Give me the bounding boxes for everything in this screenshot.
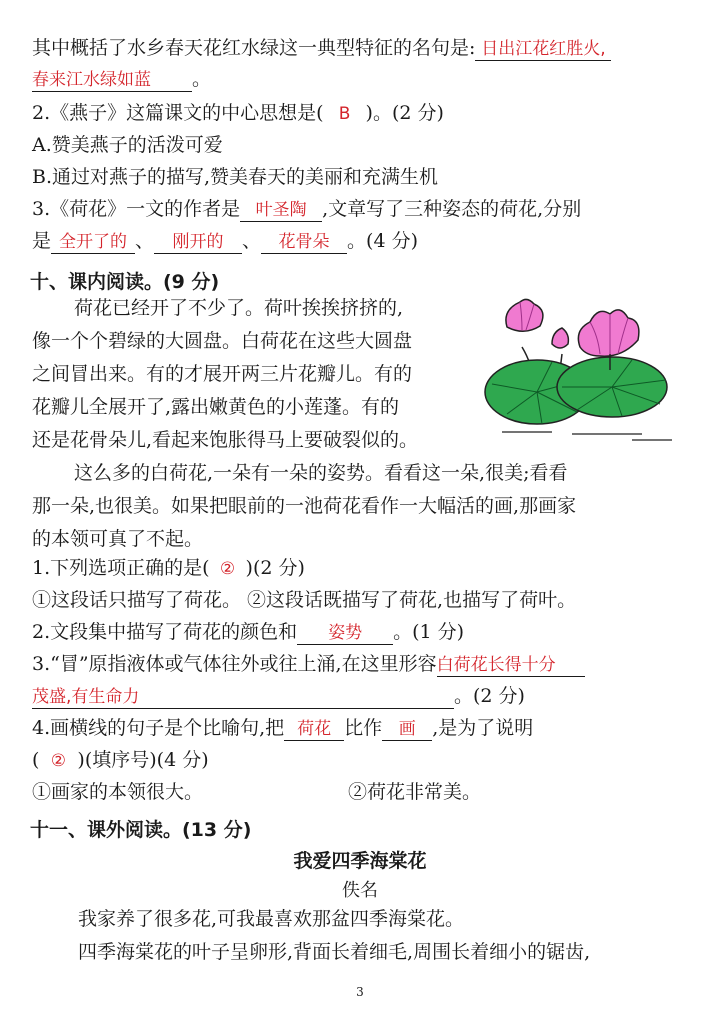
passage-line: 那一朵,也很美。如果把眼前的一池荷花看作一大幅活的画,那画家 bbox=[32, 495, 577, 517]
s10-q4-answer1: 荷花 bbox=[284, 718, 344, 741]
passage-line: 荷花已经开了不少了。荷叶挨挨挤挤的, bbox=[74, 297, 404, 319]
q3-stem-c: 是 bbox=[32, 230, 52, 252]
section11-heading: 十一、课外阅读。(13 分) bbox=[30, 819, 252, 841]
page-number: 3 bbox=[356, 985, 364, 999]
s10-q1-stem bbox=[32, 556, 305, 580]
s10-q3-stem-b: 。(2 分) bbox=[454, 685, 525, 707]
q-top-line1 bbox=[32, 36, 611, 61]
lotus-illustration bbox=[482, 292, 682, 442]
s10-q3-stem-a: 3.“冒”原指液体或气体往外或往上涌,在这里形容 bbox=[32, 653, 437, 675]
s10-q4-stem-a: 4.画横线的句子是个比喻句,把 bbox=[32, 717, 285, 739]
q3-sep1: 、 bbox=[135, 230, 155, 252]
s10-q1-options: ①这段话只描写了荷花。 ②这段话既描写了荷花,也描写了荷叶。 bbox=[32, 589, 577, 611]
q2-answer: B bbox=[338, 104, 351, 124]
s10-q4-option1: ①画家的本领很大。 bbox=[32, 781, 204, 803]
q3-form1: 全开了的 bbox=[51, 231, 135, 254]
article-author: 佚名 bbox=[342, 880, 378, 901]
s10-q4-answer2: 画 bbox=[382, 718, 432, 741]
s10-q2-answer: 姿势 bbox=[297, 622, 393, 645]
s10-q2-stem-a: 2.文段集中描写了荷花的颜色和 bbox=[32, 621, 298, 643]
q-top-line2 bbox=[32, 67, 211, 92]
s10-q4-option2: ②荷花非常美。 bbox=[348, 781, 482, 803]
s10-q4-line2 bbox=[32, 748, 209, 772]
q2-stem bbox=[32, 101, 444, 125]
s10-q1-stem-a: 1.下列选项正确的是( bbox=[32, 557, 210, 579]
s10-q4-paren-close: )(填序号)(4 分) bbox=[77, 749, 209, 771]
s10-q3-line1 bbox=[32, 652, 585, 677]
section10-heading: 十、课内阅读。(9 分) bbox=[30, 271, 220, 293]
q3-stem-a: 3.《荷花》一文的作者是 bbox=[32, 198, 241, 220]
q3-author-answer: 叶圣陶 bbox=[240, 199, 322, 222]
passage-line: 像一个个碧绿的大圆盘。白荷花在这些大圆盘 bbox=[32, 330, 413, 352]
q2-stem-a: 2.《燕子》这篇课文的中心思想是( bbox=[32, 102, 324, 124]
s10-q1-answer: ② bbox=[219, 559, 236, 579]
passage-line: 四季海棠花的叶子呈卵形,背面长着细毛,周围长着细小的锯齿, bbox=[78, 941, 591, 963]
s10-q3-line2 bbox=[32, 684, 525, 709]
s10-q4-stem-c: ,是为了说明 bbox=[432, 717, 534, 739]
passage-line: 还是花骨朵儿,看起来饱胀得马上要破裂似的。 bbox=[32, 429, 419, 451]
s10-q3-answer-a: 白荷花长得十分 bbox=[437, 654, 585, 677]
s10-q2-stem-b: 。(1 分) bbox=[393, 621, 465, 643]
q3-form2: 刚开的 bbox=[154, 231, 242, 254]
answer-top-a: 日出江花红胜火, bbox=[475, 38, 611, 61]
s10-q3-answer-b: 茂盛,有生命力 bbox=[32, 686, 454, 709]
s10-q4-stem-b: 比作 bbox=[344, 717, 383, 739]
passage-line: 的本领可真了不起。 bbox=[32, 528, 204, 550]
q2-stem-b: )。(2 分) bbox=[365, 102, 444, 124]
q3-stem-d: 。(4 分) bbox=[347, 230, 419, 252]
s10-q4-answer3: ② bbox=[50, 751, 67, 771]
passage-line: 我家养了很多花,可我最喜欢那盆四季海棠花。 bbox=[78, 908, 465, 930]
article-title: 我爱四季海棠花 bbox=[293, 850, 427, 872]
q2-option-b: B.通过对燕子的描写,赞美春天的美丽和充满生机 bbox=[32, 166, 439, 188]
s10-q4-paren-open: ( bbox=[32, 749, 40, 771]
q3-line2 bbox=[32, 229, 418, 254]
passage-line: 之间冒出来。有的才展开两三片花瓣儿。有的 bbox=[32, 363, 413, 385]
q2-option-a: A.赞美燕子的活泼可爱 bbox=[32, 134, 223, 156]
s10-q2-stem bbox=[32, 620, 464, 645]
q-top-stem: 其中概括了水乡春天花红水绿这一典型特征的名句是: bbox=[32, 37, 476, 59]
answer-top-b: 春来江水绿如蓝 bbox=[32, 69, 192, 92]
passage-line: 花瓣儿全展开了,露出嫩黄色的小莲蓬。有的 bbox=[32, 396, 400, 418]
passage-line: 这么多的白荷花,一朵有一朵的姿势。看看这一朵,很美;看看 bbox=[74, 462, 568, 484]
q3-line1 bbox=[32, 197, 581, 222]
q3-form3: 花骨朵 bbox=[261, 231, 347, 254]
s10-q4-line1 bbox=[32, 716, 533, 741]
s10-q1-stem-b: )(2 分) bbox=[245, 557, 305, 579]
q-top-end: 。 bbox=[192, 68, 212, 90]
q3-sep2: 、 bbox=[242, 230, 262, 252]
q3-stem-b: ,文章写了三种姿态的荷花,分别 bbox=[322, 198, 582, 220]
